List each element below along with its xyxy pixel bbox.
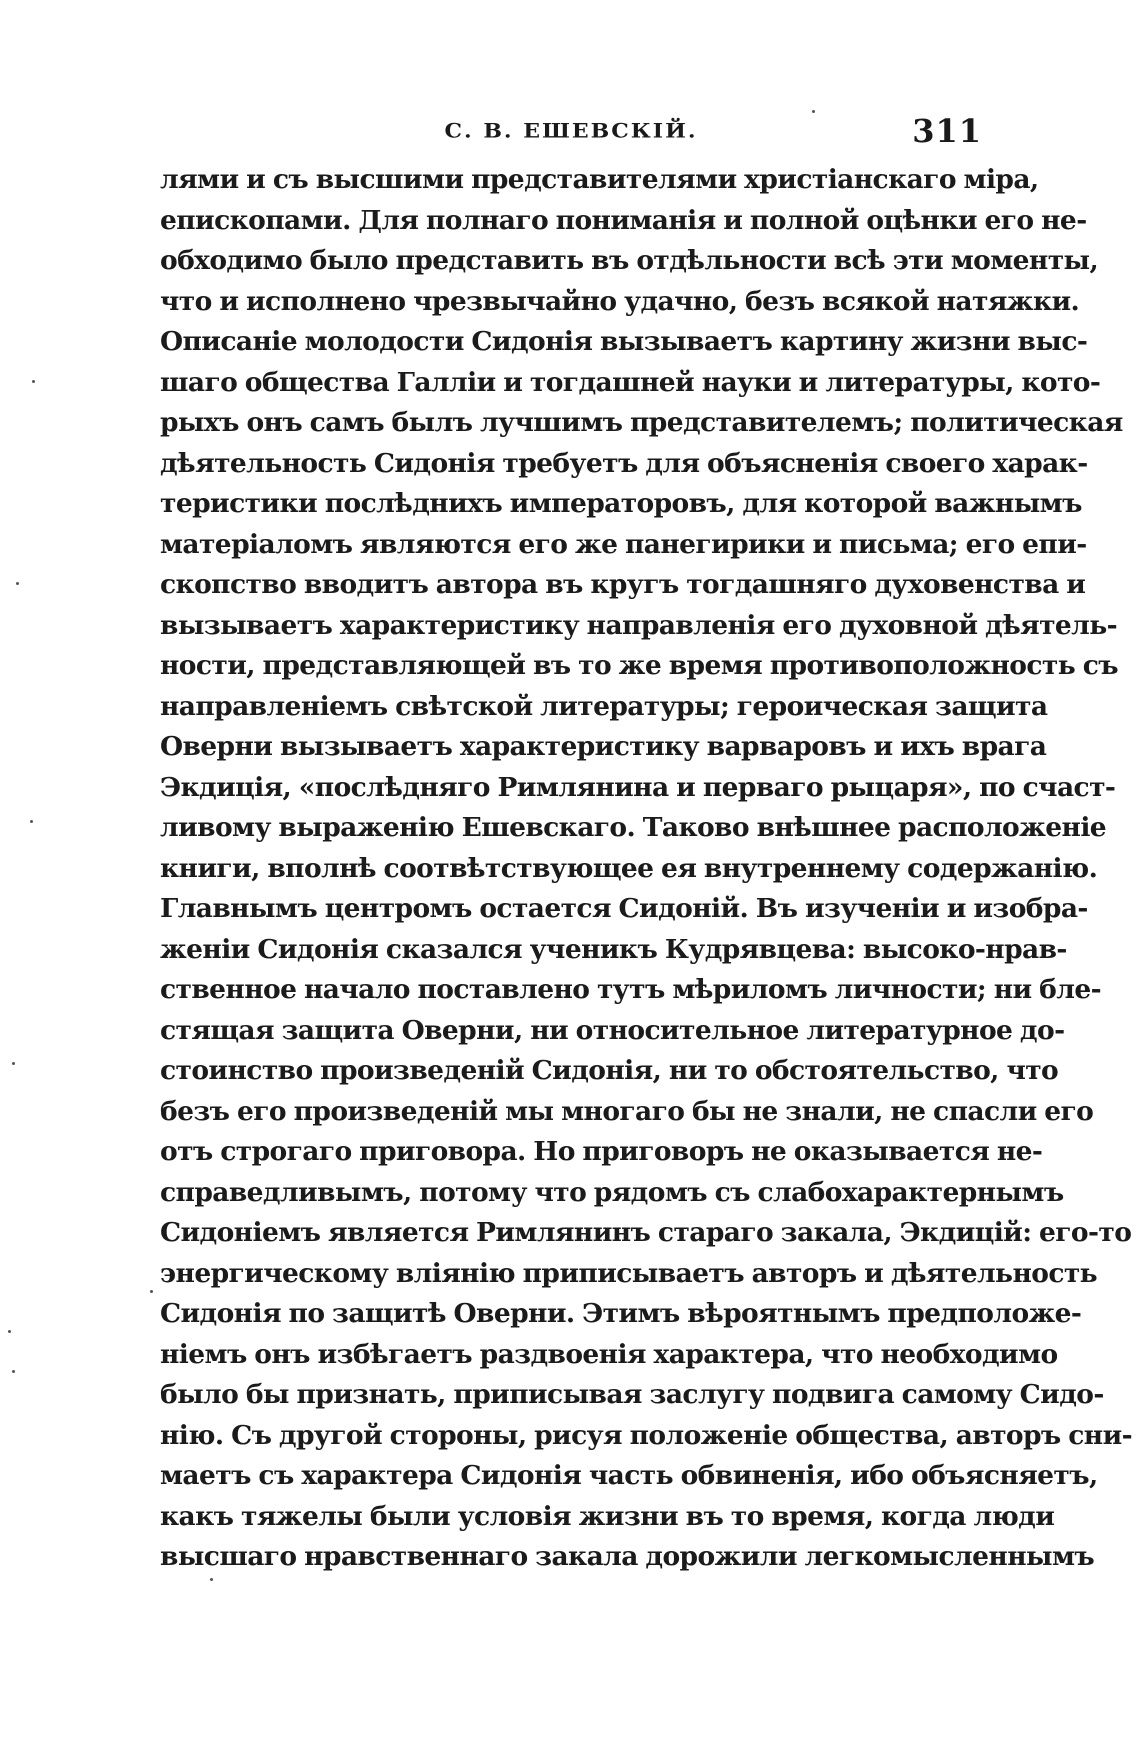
text-line: скопство вводитъ автора въ кругъ тогдашняго духовенства и bbox=[160, 569, 1086, 600]
text-line: ливому выраженію Ешевскаго. Таково внѣшнее расположеніе bbox=[160, 812, 1107, 843]
running-title: С. В. ЕШЕВСКІЙ. bbox=[444, 119, 698, 143]
text-line: высшаго нравственнаго закала дорожили легкомысленнымъ bbox=[160, 1541, 1095, 1572]
text-line: что и исполнено чрезвычайно удачно, безъ всякой натяжки. bbox=[160, 285, 1080, 317]
text-line: какъ тяжелы были условія жизни въ то время, когда люди bbox=[160, 1500, 1055, 1532]
text-line: маетъ съ характера Сидонія часть обвиненія, ибо объясняетъ, bbox=[160, 1460, 1098, 1491]
text-line: женіи Сидонія сказался ученикъ Кудрявцева: высоко-нрав- bbox=[160, 933, 1067, 965]
scan-speck bbox=[812, 110, 815, 113]
scan-speck bbox=[16, 582, 19, 585]
text-line: вызываетъ характеристику направленія его духовной дѣятель- bbox=[160, 609, 1118, 641]
text-line: дѣятельность Сидонія требуетъ для объясненія своего харак- bbox=[160, 447, 1088, 479]
running-head bbox=[160, 112, 982, 152]
text-line: энергическому вліянію приписываетъ авторъ и дѣятельность bbox=[160, 1257, 1098, 1289]
text-line: стоинство произведеній Сидонія, ни то обстоятельство, что bbox=[160, 1055, 1059, 1086]
scan-speck bbox=[12, 1370, 15, 1373]
text-line: Сидонія по защитѣ Оверни. Этимъ вѣроятнымъ предположе- bbox=[160, 1298, 1082, 1329]
text-line: безъ его произведеній мы многаго бы не знали, не спасли его bbox=[160, 1095, 1094, 1127]
text-line: теристики послѣднихъ императоровъ, для которой важнымъ bbox=[160, 488, 1082, 519]
text-line: Экдиція, «послѣдняго Римлянина и перваго рыцаря», по счаст- bbox=[160, 771, 1116, 803]
text-line: Главнымъ центромъ остается Сидоній. Въ изученіи и изобра- bbox=[160, 893, 1088, 924]
text-line: обходимо было представить въ отдѣльности всѣ эти моменты, bbox=[160, 245, 1099, 276]
text-line: шаго общества Галліи и тогдашней науки и литературы, кото- bbox=[160, 366, 1101, 398]
text-line: Оверни вызываетъ характеристику варваровъ и ихъ врага bbox=[160, 731, 1047, 762]
text-line: епископами. Для полнаго пониманія и полной оцѣнки его не- bbox=[160, 204, 1087, 236]
scan-speck bbox=[8, 1330, 11, 1333]
text-line: направленіемъ свѣтской литературы; героическая защита bbox=[160, 690, 1048, 722]
scan-speck bbox=[30, 820, 33, 823]
text-line: нію. Съ другой стороны, рисуя положеніе общества, авторъ сни- bbox=[160, 1419, 1133, 1451]
text-line: ности, представляющей въ то же время противоположность съ bbox=[160, 650, 1118, 681]
body-text bbox=[160, 160, 1133, 1578]
text-line: книги, вполнѣ соотвѣтствующее ея внутреннему содержанію. bbox=[160, 852, 1098, 884]
text-line: ніемъ онъ избѣгаетъ раздвоенія характера, что необходимо bbox=[160, 1338, 1058, 1370]
page-number: 311 bbox=[912, 112, 982, 150]
scan-speck bbox=[32, 380, 35, 383]
text-line: ственное начало поставлено тутъ мѣриломъ личности; ни бле- bbox=[160, 974, 1102, 1005]
scan-speck bbox=[12, 1062, 15, 1065]
text-line: рыхъ онъ самъ былъ лучшимъ представителемъ; политическая bbox=[160, 407, 1123, 438]
text-line: матеріаломъ являются его же панегирики и письма; его епи- bbox=[160, 528, 1087, 560]
text-line: лями и съ высшими представителями христіанскаго міра, bbox=[160, 164, 1039, 195]
text-line: стящая защита Оверни, ни относительное литературное до- bbox=[160, 1014, 1065, 1046]
text-line: Сидоніемъ является Римлянинъ стараго закала, Экдицій: его-то bbox=[160, 1217, 1132, 1248]
text-line: Описаніе молодости Сидонія вызываетъ картину жизни выс- bbox=[160, 326, 1088, 357]
scan-speck bbox=[150, 1290, 153, 1293]
text-line: справедливымъ, потому что рядомъ съ слабохарактернымъ bbox=[160, 1176, 1064, 1208]
scan-speck bbox=[210, 1578, 213, 1581]
text-line: отъ строгаго приговора. Но приговоръ не оказывается не- bbox=[160, 1136, 1043, 1167]
text-line: было бы признать, приписывая заслугу подвига самому Сидо- bbox=[160, 1379, 1104, 1410]
